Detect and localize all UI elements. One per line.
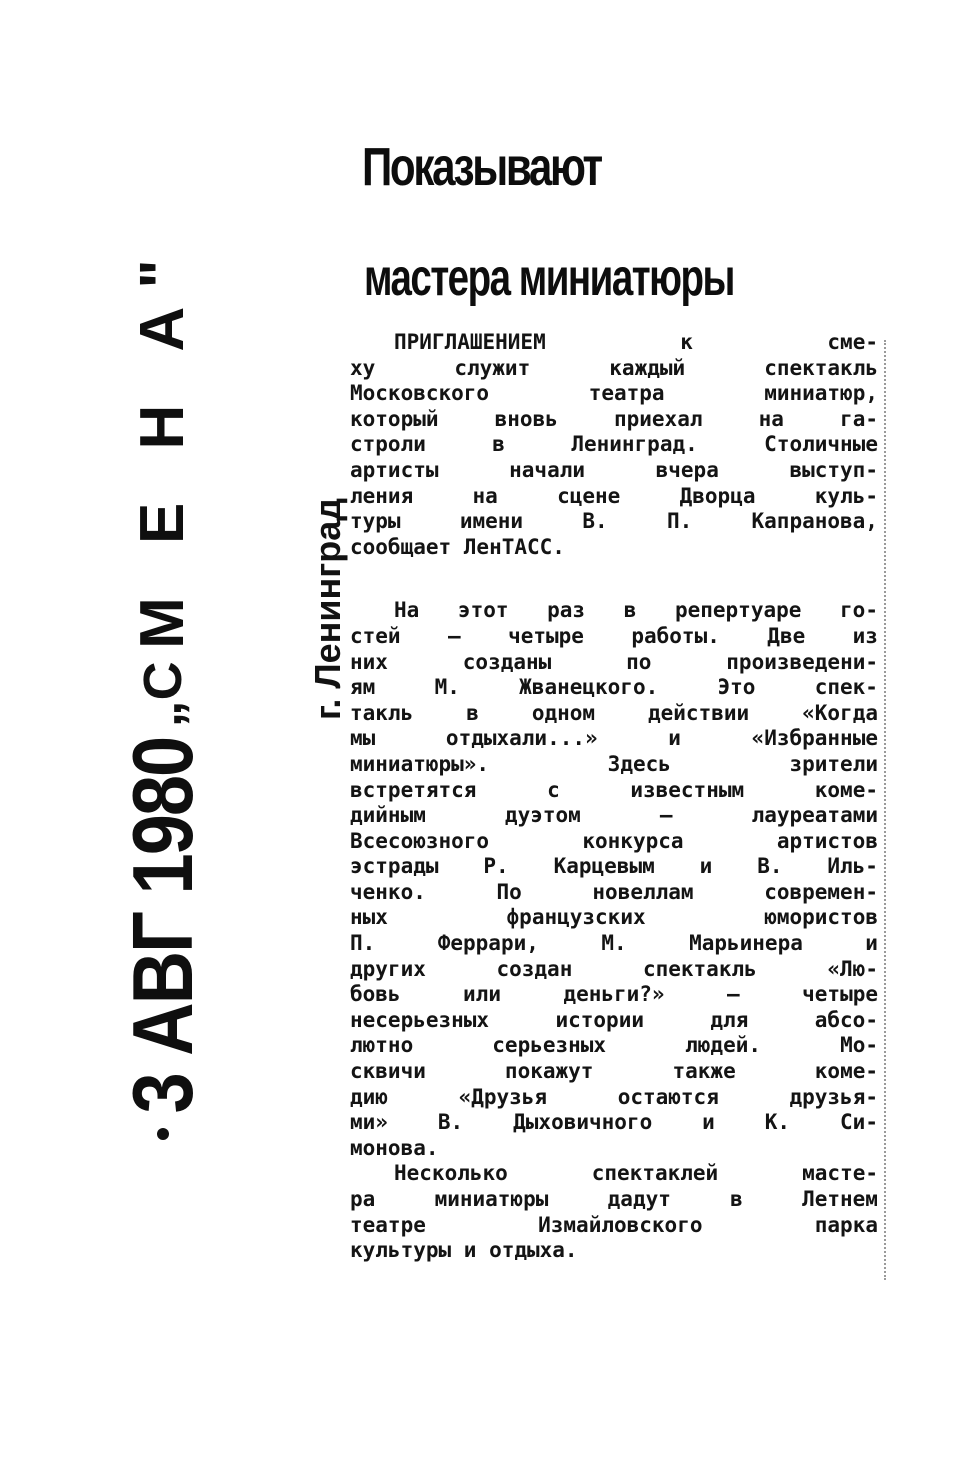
article-line: ченко. По новеллам современ- (350, 879, 878, 904)
article-line: сообщает ЛенТАСС. (350, 534, 565, 559)
headline-line-2: мастера миниатюры (364, 249, 734, 307)
clipping-edge (884, 340, 886, 1280)
article-line: туры имени В. П. Капранова, (350, 509, 878, 534)
article-line: лютно серьезных людей. Мо- (350, 1033, 878, 1058)
stamp-date: 3 АВГ 1980 (114, 737, 211, 1114)
article-line: других создан спектакль «Лю- (350, 956, 878, 981)
article-paragraph-2 (350, 598, 878, 1161)
article-line: ПРИГЛАШЕНИЕМ к сме- (394, 330, 878, 354)
article-line: ления на сцене Дворца куль- (350, 483, 878, 508)
stamp-paper-prefix: „С (132, 661, 193, 728)
article-line: ра миниатюры дадут в Летнем (350, 1187, 878, 1211)
article-line: П. Феррари, М. Марьинера и (350, 931, 878, 956)
article-line: культуры и отдыха. (350, 1238, 578, 1263)
article-line: стей — четыре работы. Две из (350, 623, 878, 648)
stamp-paper-name: М Е Н А" (128, 241, 197, 649)
article-line: сквичи покажут также коме- (350, 1059, 878, 1084)
article-line: бовь или деньги?» — четыре (350, 982, 878, 1007)
article-line: встретятся с известным коме- (350, 777, 878, 802)
article-line: ху служит каждый спектакль (350, 355, 878, 380)
article-line: дийным дуэтом — лауреатами (350, 803, 878, 828)
article-line: ми» В. Дыховичного и К. Си- (350, 1110, 878, 1135)
date-stamp (114, 241, 211, 1140)
article-line: эстрады Р. Карцевым и В. Иль- (350, 854, 878, 879)
article-line: Всесоюзного конкурса артистов (350, 828, 878, 853)
article-line: театре Измайловского парка (350, 1212, 878, 1237)
article-line: артисты начали вчера выступ- (350, 457, 878, 482)
article-line: который вновь приехал на га- (350, 406, 878, 431)
article-line: Несколько спектаклей масте- (394, 1161, 878, 1186)
article-line: Московского театра миниатюр, (350, 381, 878, 406)
headline-line-1: Показывают (362, 137, 601, 197)
article-paragraph-1 (350, 330, 878, 560)
stamp-dot (157, 1128, 169, 1140)
article-body (350, 330, 878, 1264)
article-line: ных французских юмористов (350, 905, 878, 930)
city-stamp: г. Ленинград (307, 497, 348, 720)
article-line: миниатюры». Здесь зрители (350, 751, 878, 776)
article-paragraph-3 (350, 1161, 878, 1263)
article-line: монова. (350, 1135, 439, 1160)
article-line: строли в Ленинград. Столичные (350, 432, 878, 457)
article-line: ям М. Жванецкого. Это спек- (350, 675, 878, 700)
article-line: такль в одном действии «Когда (350, 700, 878, 725)
article-line: них созданы по произведени- (350, 649, 878, 674)
article-line: дию «Друзья остаются друзья- (350, 1084, 878, 1109)
article-line: мы отдыхали...» и «Избранные (350, 726, 878, 751)
article-line: На этот раз в репертуаре го- (394, 598, 878, 623)
article-line: несерьезных истории для абсо- (350, 1007, 878, 1032)
